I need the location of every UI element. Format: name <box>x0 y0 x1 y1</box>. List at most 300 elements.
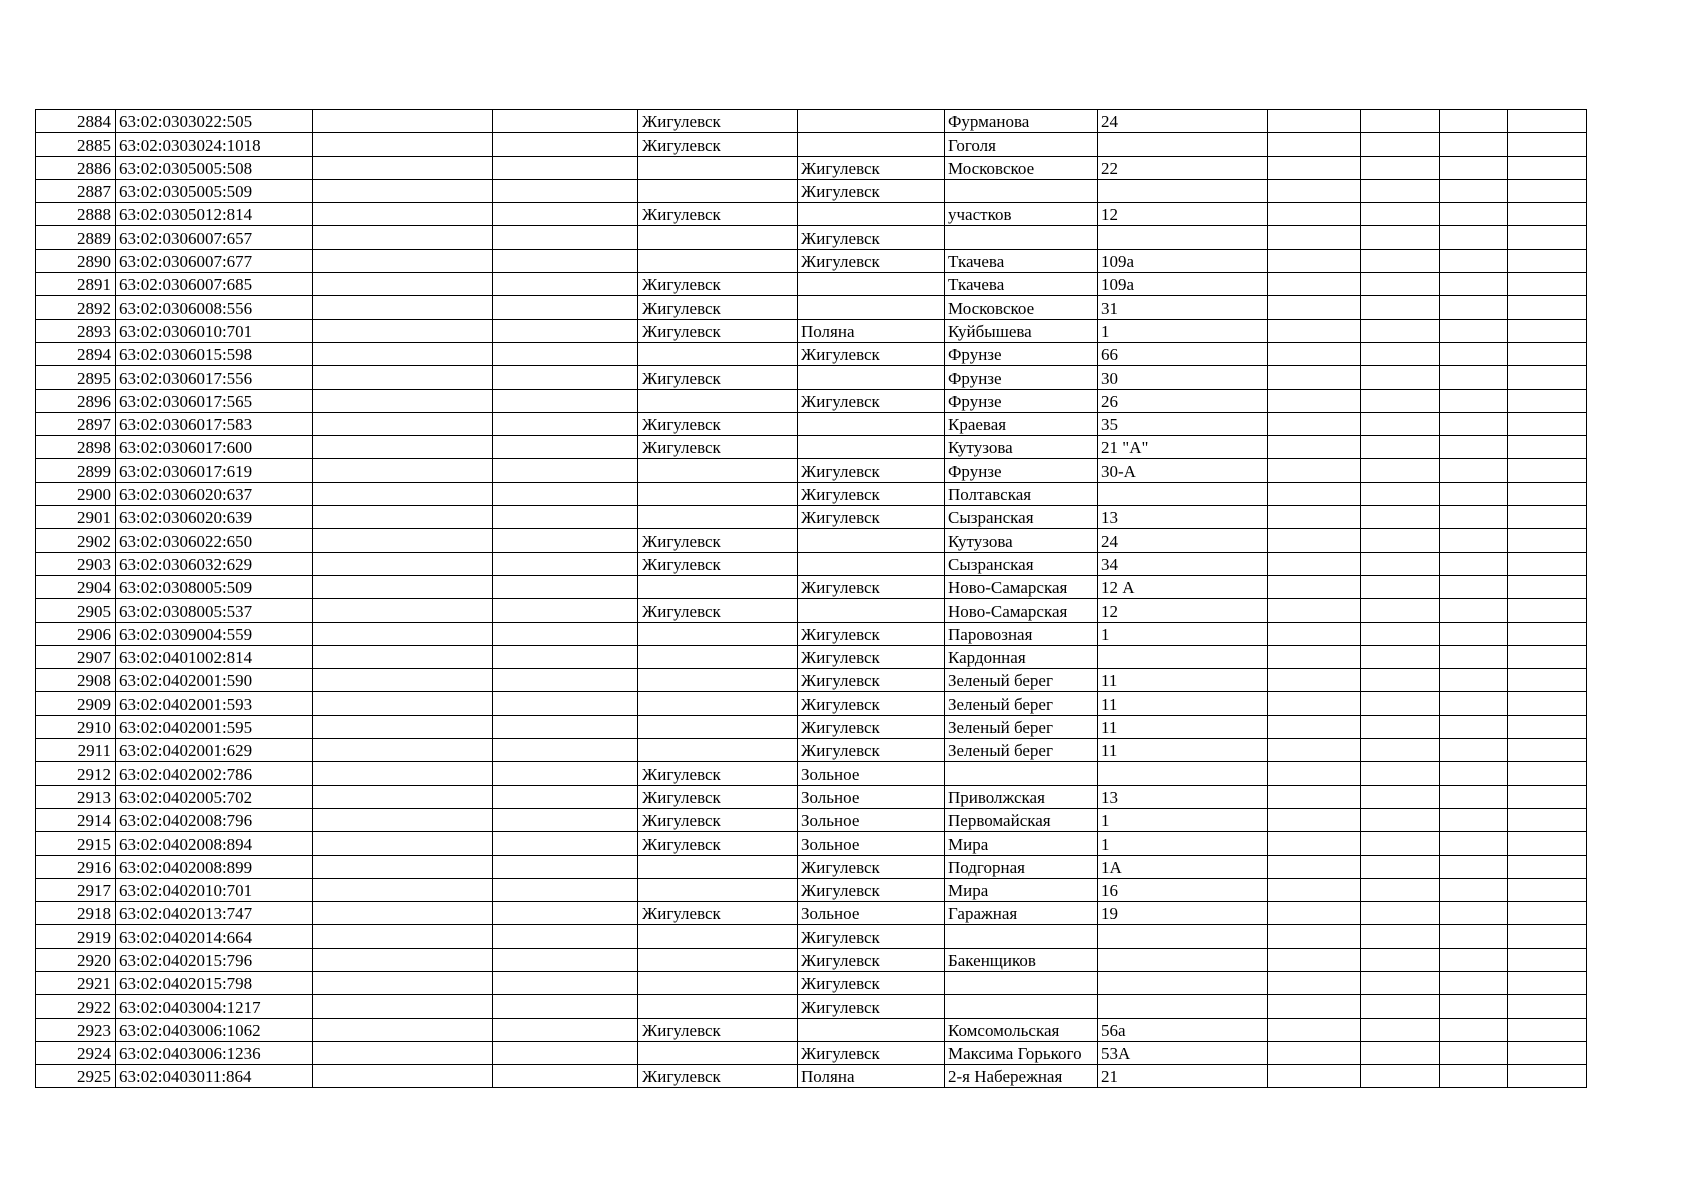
cell-district: Жигулевск <box>638 832 798 855</box>
cell-structure <box>1361 995 1440 1018</box>
cell-building <box>1268 366 1361 389</box>
table-row <box>36 599 1587 622</box>
cell-number: 2924 <box>36 1041 116 1064</box>
cell-number: 2884 <box>36 110 116 133</box>
cell-empty <box>493 529 638 552</box>
cell-empty <box>1508 1065 1587 1088</box>
cell-city: Жигулевск <box>798 995 945 1018</box>
cell-cadastral-number: 63:02:0403004:1217 <box>116 995 313 1018</box>
cell-building <box>1268 599 1361 622</box>
cell-street: Паровозная <box>945 622 1098 645</box>
cell-district <box>638 226 798 249</box>
cell-house <box>1098 971 1268 994</box>
table-row <box>36 296 1587 319</box>
cell-house: 12 <box>1098 203 1268 226</box>
table-row <box>36 529 1587 552</box>
cell-house: 31 <box>1098 296 1268 319</box>
cell-empty <box>1508 249 1587 272</box>
cell-street: Первомайская <box>945 808 1098 831</box>
cell-building <box>1268 1065 1361 1088</box>
cell-city: Жигулевск <box>798 739 945 762</box>
table-row <box>36 249 1587 272</box>
cell-number: 2887 <box>36 179 116 202</box>
cell-apartment <box>1440 902 1508 925</box>
cell-apartment <box>1440 575 1508 598</box>
cell-structure <box>1361 203 1440 226</box>
cell-cadastral-number: 63:02:0402008:894 <box>116 832 313 855</box>
cell-building <box>1268 273 1361 296</box>
cell-building <box>1268 133 1361 156</box>
cell-house: 11 <box>1098 739 1268 762</box>
cell-building <box>1268 715 1361 738</box>
cell-house <box>1098 948 1268 971</box>
cell-city: Жигулевск <box>798 249 945 272</box>
cell-empty <box>313 645 493 668</box>
cell-cadastral-number: 63:02:0402015:796 <box>116 948 313 971</box>
cell-empty <box>493 1041 638 1064</box>
cell-apartment <box>1440 459 1508 482</box>
table-row <box>36 832 1587 855</box>
cell-district: Жигулевск <box>638 529 798 552</box>
cell-apartment <box>1440 692 1508 715</box>
cell-empty <box>493 506 638 529</box>
cell-street: Зеленый берег <box>945 692 1098 715</box>
cell-empty <box>1508 529 1587 552</box>
cell-cadastral-number: 63:02:0402008:899 <box>116 855 313 878</box>
cell-apartment <box>1440 273 1508 296</box>
cell-building <box>1268 552 1361 575</box>
cell-empty <box>313 249 493 272</box>
cell-number: 2923 <box>36 1018 116 1041</box>
cell-empty <box>1508 762 1587 785</box>
cell-number: 2921 <box>36 971 116 994</box>
cell-cadastral-number: 63:02:0306020:639 <box>116 506 313 529</box>
table-body <box>36 110 1587 1088</box>
cell-structure <box>1361 459 1440 482</box>
cell-structure <box>1361 273 1440 296</box>
cell-number: 2901 <box>36 506 116 529</box>
cell-district: Жигулевск <box>638 412 798 435</box>
cell-structure <box>1361 156 1440 179</box>
cell-cadastral-number: 63:02:0403006:1062 <box>116 1018 313 1041</box>
table-row <box>36 762 1587 785</box>
cell-street: Сызранская <box>945 552 1098 575</box>
cell-structure <box>1361 971 1440 994</box>
cell-empty <box>1508 482 1587 505</box>
cell-empty <box>1508 273 1587 296</box>
cell-empty <box>313 133 493 156</box>
cell-cadastral-number: 63:02:0402001:629 <box>116 739 313 762</box>
cell-cadastral-number: 63:02:0306020:637 <box>116 482 313 505</box>
cell-empty <box>493 226 638 249</box>
cell-apartment <box>1440 342 1508 365</box>
cell-empty <box>493 342 638 365</box>
cell-empty <box>493 878 638 901</box>
cell-empty <box>313 902 493 925</box>
cell-street <box>945 925 1098 948</box>
cell-number: 2890 <box>36 249 116 272</box>
cell-district <box>638 995 798 1018</box>
cell-street <box>945 179 1098 202</box>
cell-building <box>1268 319 1361 342</box>
cell-district: Жигулевск <box>638 296 798 319</box>
cell-district: Жигулевск <box>638 785 798 808</box>
cell-apartment <box>1440 133 1508 156</box>
cell-number: 2910 <box>36 715 116 738</box>
cell-street: Гоголя <box>945 133 1098 156</box>
cell-empty <box>493 133 638 156</box>
cell-building <box>1268 226 1361 249</box>
cell-apartment <box>1440 226 1508 249</box>
cell-number: 2891 <box>36 273 116 296</box>
cell-empty <box>313 715 493 738</box>
cell-city <box>798 529 945 552</box>
cell-building <box>1268 179 1361 202</box>
cell-structure <box>1361 832 1440 855</box>
cell-empty <box>1508 459 1587 482</box>
cell-district <box>638 878 798 901</box>
cell-empty <box>1508 110 1587 133</box>
cell-apartment <box>1440 622 1508 645</box>
cell-house: 30 <box>1098 366 1268 389</box>
cell-apartment <box>1440 785 1508 808</box>
cell-street: участков <box>945 203 1098 226</box>
cell-house: 1 <box>1098 622 1268 645</box>
cell-number: 2916 <box>36 855 116 878</box>
cell-street: 2-я Набережная <box>945 1065 1098 1088</box>
cell-house: 11 <box>1098 715 1268 738</box>
table-row <box>36 203 1587 226</box>
cell-empty <box>493 832 638 855</box>
cell-apartment <box>1440 878 1508 901</box>
cell-structure <box>1361 925 1440 948</box>
cell-district <box>638 855 798 878</box>
cell-city: Жигулевск <box>798 878 945 901</box>
table-row <box>36 179 1587 202</box>
cell-empty <box>493 110 638 133</box>
cell-empty <box>313 529 493 552</box>
cell-structure <box>1361 645 1440 668</box>
cell-empty <box>493 575 638 598</box>
cell-structure <box>1361 902 1440 925</box>
cell-district: Жигулевск <box>638 902 798 925</box>
cell-district <box>638 669 798 692</box>
cell-number: 2920 <box>36 948 116 971</box>
cell-street <box>945 762 1098 785</box>
cell-empty <box>313 878 493 901</box>
cell-number: 2902 <box>36 529 116 552</box>
cell-cadastral-number: 63:02:0402008:796 <box>116 808 313 831</box>
cell-number: 2917 <box>36 878 116 901</box>
cell-empty <box>493 412 638 435</box>
cell-cadastral-number: 63:02:0402015:798 <box>116 971 313 994</box>
table-row <box>36 156 1587 179</box>
cell-city: Зольное <box>798 785 945 808</box>
cell-house: 12 <box>1098 599 1268 622</box>
cell-city: Жигулевск <box>798 575 945 598</box>
cell-structure <box>1361 808 1440 831</box>
cell-cadastral-number: 63:02:0403006:1236 <box>116 1041 313 1064</box>
cell-city: Поляна <box>798 1065 945 1088</box>
cell-structure <box>1361 249 1440 272</box>
table-row <box>36 925 1587 948</box>
cell-district: Жигулевск <box>638 133 798 156</box>
cell-house: 1 <box>1098 832 1268 855</box>
cell-empty <box>1508 971 1587 994</box>
cell-city: Жигулевск <box>798 156 945 179</box>
cell-apartment <box>1440 645 1508 668</box>
cell-structure <box>1361 1041 1440 1064</box>
cell-apartment <box>1440 762 1508 785</box>
cell-house: 34 <box>1098 552 1268 575</box>
cell-district: Жигулевск <box>638 1018 798 1041</box>
cell-empty <box>1508 715 1587 738</box>
cell-empty <box>313 1065 493 1088</box>
cell-empty <box>1508 342 1587 365</box>
cell-empty <box>1508 389 1587 412</box>
cell-street: Фурманова <box>945 110 1098 133</box>
cell-street: Комсомольская <box>945 1018 1098 1041</box>
cell-empty <box>1508 948 1587 971</box>
cell-building <box>1268 249 1361 272</box>
cell-city <box>798 366 945 389</box>
cell-empty <box>313 669 493 692</box>
cell-structure <box>1361 482 1440 505</box>
cell-number: 2893 <box>36 319 116 342</box>
cell-apartment <box>1440 971 1508 994</box>
cell-number: 2915 <box>36 832 116 855</box>
cell-number: 2892 <box>36 296 116 319</box>
cell-district <box>638 739 798 762</box>
cell-empty <box>313 808 493 831</box>
cell-street: Кутузова <box>945 436 1098 459</box>
cell-district: Жигулевск <box>638 203 798 226</box>
cell-street: Кутузова <box>945 529 1098 552</box>
cell-city <box>798 273 945 296</box>
cell-apartment <box>1440 669 1508 692</box>
cell-empty <box>313 156 493 179</box>
cell-apartment <box>1440 412 1508 435</box>
cell-house: 11 <box>1098 669 1268 692</box>
cell-empty <box>313 459 493 482</box>
cell-empty <box>313 855 493 878</box>
cell-empty <box>493 319 638 342</box>
cell-empty <box>493 902 638 925</box>
cell-district: Жигулевск <box>638 552 798 575</box>
cell-number: 2911 <box>36 739 116 762</box>
cell-district <box>638 342 798 365</box>
cell-empty <box>1508 133 1587 156</box>
cell-city: Жигулевск <box>798 482 945 505</box>
cell-apartment <box>1440 156 1508 179</box>
table-row <box>36 785 1587 808</box>
cell-street: Ткачева <box>945 249 1098 272</box>
cell-structure <box>1361 715 1440 738</box>
cell-house: 13 <box>1098 785 1268 808</box>
cell-street: Ткачева <box>945 273 1098 296</box>
cell-empty <box>1508 436 1587 459</box>
cell-apartment <box>1440 389 1508 412</box>
cell-building <box>1268 971 1361 994</box>
cell-apartment <box>1440 808 1508 831</box>
cell-city: Жигулевск <box>798 948 945 971</box>
cell-city: Жигулевск <box>798 971 945 994</box>
cell-district <box>638 506 798 529</box>
cell-building <box>1268 832 1361 855</box>
cell-city: Зольное <box>798 902 945 925</box>
table-row <box>36 692 1587 715</box>
cell-number: 2922 <box>36 995 116 1018</box>
cell-structure <box>1361 599 1440 622</box>
cell-empty <box>313 342 493 365</box>
cell-city: Жигулевск <box>798 692 945 715</box>
cell-house: 26 <box>1098 389 1268 412</box>
cell-building <box>1268 692 1361 715</box>
cell-house: 24 <box>1098 110 1268 133</box>
cell-apartment <box>1440 739 1508 762</box>
cell-number: 2914 <box>36 808 116 831</box>
cell-empty <box>1508 645 1587 668</box>
table-row <box>36 622 1587 645</box>
cell-empty <box>1508 855 1587 878</box>
cell-apartment <box>1440 482 1508 505</box>
cell-apartment <box>1440 1041 1508 1064</box>
cell-district: Жигулевск <box>638 808 798 831</box>
cell-empty <box>493 785 638 808</box>
cell-empty <box>313 203 493 226</box>
cell-house <box>1098 995 1268 1018</box>
table-row <box>36 1065 1587 1088</box>
cell-city <box>798 110 945 133</box>
cell-apartment <box>1440 925 1508 948</box>
cell-cadastral-number: 63:02:0305012:814 <box>116 203 313 226</box>
cell-street: Кардонная <box>945 645 1098 668</box>
cell-number: 2906 <box>36 622 116 645</box>
cell-street: Бакенщиков <box>945 948 1098 971</box>
cell-cadastral-number: 63:02:0306022:650 <box>116 529 313 552</box>
cell-number: 2909 <box>36 692 116 715</box>
cell-empty <box>1508 925 1587 948</box>
cell-cadastral-number: 63:02:0402010:701 <box>116 878 313 901</box>
cell-building <box>1268 203 1361 226</box>
cell-empty <box>313 599 493 622</box>
cell-empty <box>493 669 638 692</box>
table-row <box>36 948 1587 971</box>
cell-street: Московское <box>945 296 1098 319</box>
cell-house: 21 <box>1098 1065 1268 1088</box>
cell-district: Жигулевск <box>638 762 798 785</box>
cell-street: Приволжская <box>945 785 1098 808</box>
cell-structure <box>1361 110 1440 133</box>
cell-empty <box>493 739 638 762</box>
cell-empty <box>313 366 493 389</box>
cell-empty <box>493 389 638 412</box>
cell-empty <box>1508 902 1587 925</box>
cell-structure <box>1361 878 1440 901</box>
cell-cadastral-number: 63:02:0402005:702 <box>116 785 313 808</box>
cell-street: Мира <box>945 878 1098 901</box>
cell-empty <box>313 575 493 598</box>
cell-empty <box>313 319 493 342</box>
cell-house: 1А <box>1098 855 1268 878</box>
cell-structure <box>1361 575 1440 598</box>
cell-empty <box>493 995 638 1018</box>
cell-city: Зольное <box>798 832 945 855</box>
cell-structure <box>1361 529 1440 552</box>
cell-structure <box>1361 622 1440 645</box>
cell-street: Краевая <box>945 412 1098 435</box>
table-row <box>36 482 1587 505</box>
table-row <box>36 669 1587 692</box>
cell-city: Жигулевск <box>798 715 945 738</box>
cell-cadastral-number: 63:02:0308005:537 <box>116 599 313 622</box>
cell-number: 2913 <box>36 785 116 808</box>
table-row <box>36 366 1587 389</box>
cell-empty <box>493 482 638 505</box>
table-row <box>36 995 1587 1018</box>
table-row <box>36 808 1587 831</box>
cell-house: 109а <box>1098 249 1268 272</box>
cell-empty <box>493 459 638 482</box>
cell-structure <box>1361 785 1440 808</box>
cell-city: Жигулевск <box>798 226 945 249</box>
cell-street: Ново-Самарская <box>945 575 1098 598</box>
cell-building <box>1268 482 1361 505</box>
cell-city <box>798 133 945 156</box>
cell-structure <box>1361 762 1440 785</box>
cell-empty <box>313 622 493 645</box>
cell-empty <box>313 832 493 855</box>
cell-building <box>1268 575 1361 598</box>
cell-empty <box>493 273 638 296</box>
cell-house: 56а <box>1098 1018 1268 1041</box>
cell-apartment <box>1440 599 1508 622</box>
cell-cadastral-number: 63:02:0402001:595 <box>116 715 313 738</box>
cell-empty <box>313 995 493 1018</box>
registry-table <box>35 109 1587 1088</box>
cell-number: 2903 <box>36 552 116 575</box>
cell-district: Жигулевск <box>638 436 798 459</box>
cell-building <box>1268 902 1361 925</box>
cell-number: 2889 <box>36 226 116 249</box>
cell-number: 2925 <box>36 1065 116 1088</box>
cell-building <box>1268 669 1361 692</box>
cell-house: 24 <box>1098 529 1268 552</box>
cell-empty <box>493 762 638 785</box>
cell-apartment <box>1440 529 1508 552</box>
cell-empty <box>1508 366 1587 389</box>
cell-district <box>638 179 798 202</box>
cell-empty <box>1508 669 1587 692</box>
cell-cadastral-number: 63:02:0306017:565 <box>116 389 313 412</box>
cell-apartment <box>1440 832 1508 855</box>
cell-building <box>1268 645 1361 668</box>
cell-number: 2888 <box>36 203 116 226</box>
cell-apartment <box>1440 296 1508 319</box>
cell-house: 30-А <box>1098 459 1268 482</box>
cell-empty <box>313 436 493 459</box>
cell-district <box>638 971 798 994</box>
cell-empty <box>313 1018 493 1041</box>
cell-district <box>638 622 798 645</box>
cell-number: 2885 <box>36 133 116 156</box>
cell-empty <box>313 739 493 762</box>
cell-house: 21 "А" <box>1098 436 1268 459</box>
cell-house <box>1098 133 1268 156</box>
cell-street: Фрунзе <box>945 389 1098 412</box>
cell-empty <box>313 389 493 412</box>
cell-empty <box>1508 832 1587 855</box>
